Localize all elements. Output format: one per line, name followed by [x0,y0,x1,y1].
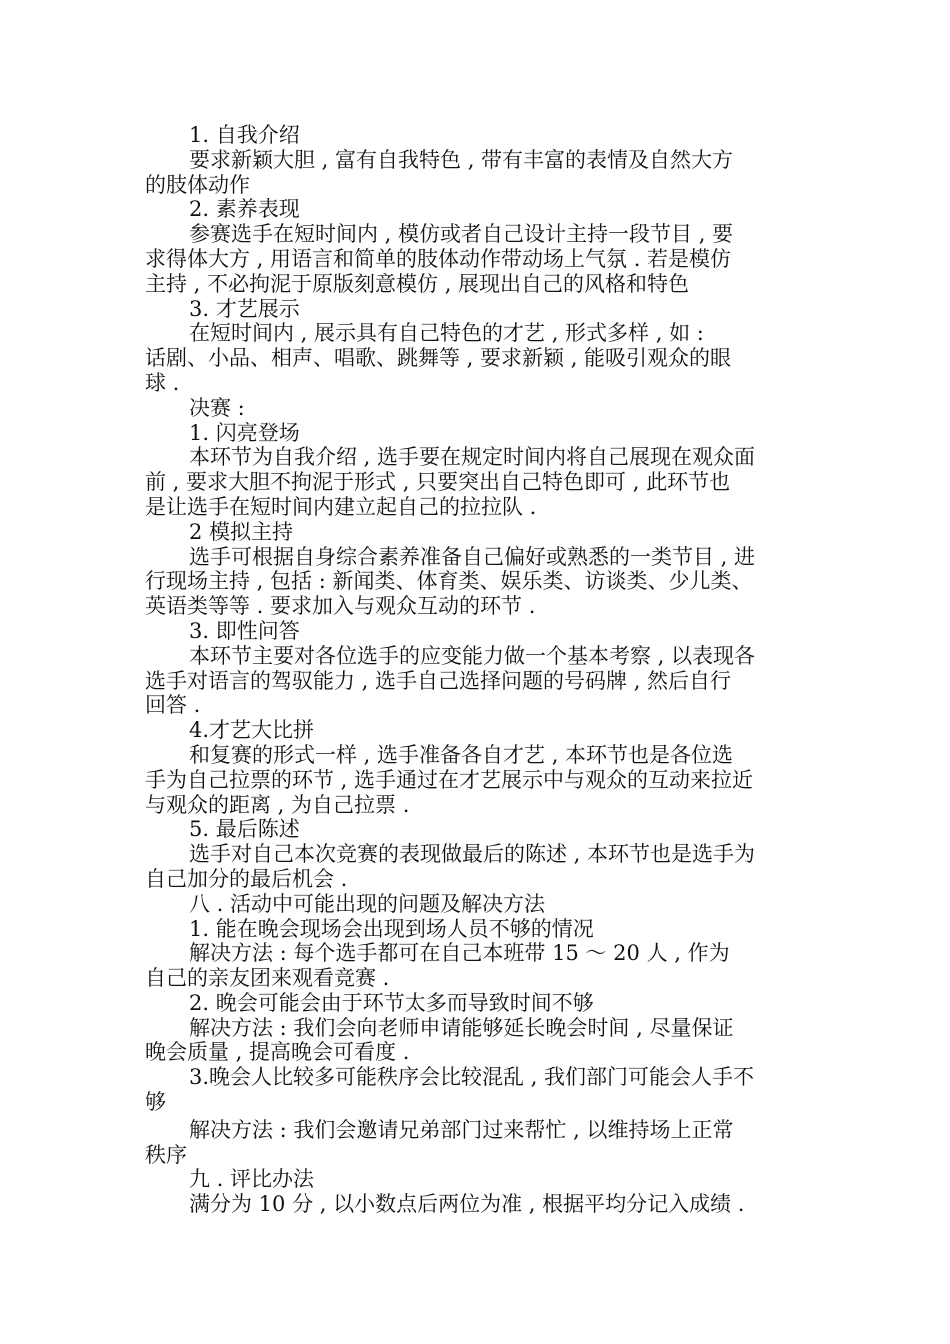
text-line: 前 , 要求大胆不拘泥于形式 , 只要突出自己特色即可 , 此环节也 [145,470,731,495]
text-line: 本环节主要对各位选手的应变能力做一个基本考察 , 以表现各 [189,643,756,668]
text-line: 要求新颖大胆 , 富有自我特色 , 带有丰富的表情及自然大方 [189,147,734,172]
text-line: 是让选手在短时间内建立起自己的拉拉队 . [145,494,537,519]
text-line: 手为自己拉票的环节 , 选手通过在才艺展示中与观众的互动来拉近 [145,767,754,792]
text-line: 和复赛的形式一样 , 选手准备各自才艺 , 本环节也是各位选 [189,742,734,767]
text-line: 自己的亲友团来观看竞赛 . [145,966,390,991]
text-line: 决赛 : [189,395,245,420]
text-line: 2. 晚会可能会由于环节太多而导致时间不够 [189,990,594,1015]
text-line: 求得体大方 , 用语言和简单的肢体动作带动场上气氛 . 若是模仿 [145,246,732,271]
text-line: 秩序 [145,1142,187,1167]
text-line: 回答 . [145,693,201,718]
text-line: 主持 , 不必拘泥于原版刻意模仿 , 展现出自己的风格和特色 [145,271,690,296]
text-line: 九 . 评比办法 [189,1167,315,1192]
text-line: 1. 闪亮登场 [189,420,300,445]
text-line: 1. 能在晚会现场会出现到场人员不够的情况 [189,916,594,941]
text-line: 2. 素养表现 [189,197,300,222]
text-line: 3.晚会人比较多可能秩序会比较混乱 , 我们部门可能会人手不 [189,1065,755,1090]
text-line: 选手可根据自身综合素养准备自己偏好或熟悉的一类节目 , 进 [189,544,756,569]
text-line: 的肢体动作 [145,172,250,197]
text-line: 晚会质量 , 提高晚会可看度 . [145,1040,410,1065]
text-line: 选手对自己本次竞赛的表现做最后的陈述 , 本环节也是选手为 [189,842,756,867]
document-body [145,123,825,1217]
text-line: 解决方法 : 我们会邀请兄弟部门过来帮忙 , 以维持场上正常 [189,1117,734,1142]
text-line: 4.才艺大比拼 [189,718,315,743]
text-line: 3. 即性问答 [189,618,300,643]
text-line: 1. 自我介绍 [189,123,300,147]
text-line: 八 . 活动中可能出现的问题及解决方法 [189,891,546,916]
text-line: 够 [145,1090,166,1115]
text-line: 参赛选手在短时间内 , 模仿或者自己设计主持一段节目 , 要 [189,222,734,247]
text-line: 本环节为自我介绍 , 选手要在规定时间内将自己展现在观众面 [189,445,756,470]
text-line: 5. 最后陈述 [189,817,300,842]
text-line: 自己加分的最后机会 . [145,866,348,891]
text-line: 3. 才艺展示 [189,296,300,321]
text-line: 满分为 10 分 , 以小数点后两位为准 , 根据平均分记入成绩 . [189,1192,745,1217]
text-line: 英语类等等 . 要求加入与观众互动的环节 . [145,594,536,619]
text-line: 话剧、小品、相声、唱歌、跳舞等 , 要求新颖 , 能吸引观众的眼 [145,346,732,371]
text-line: 在短时间内 , 展示具有自己特色的才艺 , 形式多样 , 如 : [189,321,704,346]
text-line: 行现场主持 , 包括 : 新闻类、体育类、娱乐类、访谈类、少儿类、 [145,569,753,594]
text-line: 2 模拟主持 [189,519,294,544]
text-line: 与观众的距离 , 为自己拉票 . [145,792,410,817]
text-line: 解决方法 : 我们会向老师申请能够延长晚会时间 , 尽量保证 [189,1015,734,1040]
text-line: 选手对语言的驾驭能力 , 选手自己选择问题的号码牌 , 然后自行 [145,668,732,693]
text-line: 球 . [145,370,180,395]
text-line: 解决方法 : 每个选手都可在自己本班带 15 ～ 20 人 , 作为 [189,941,730,966]
